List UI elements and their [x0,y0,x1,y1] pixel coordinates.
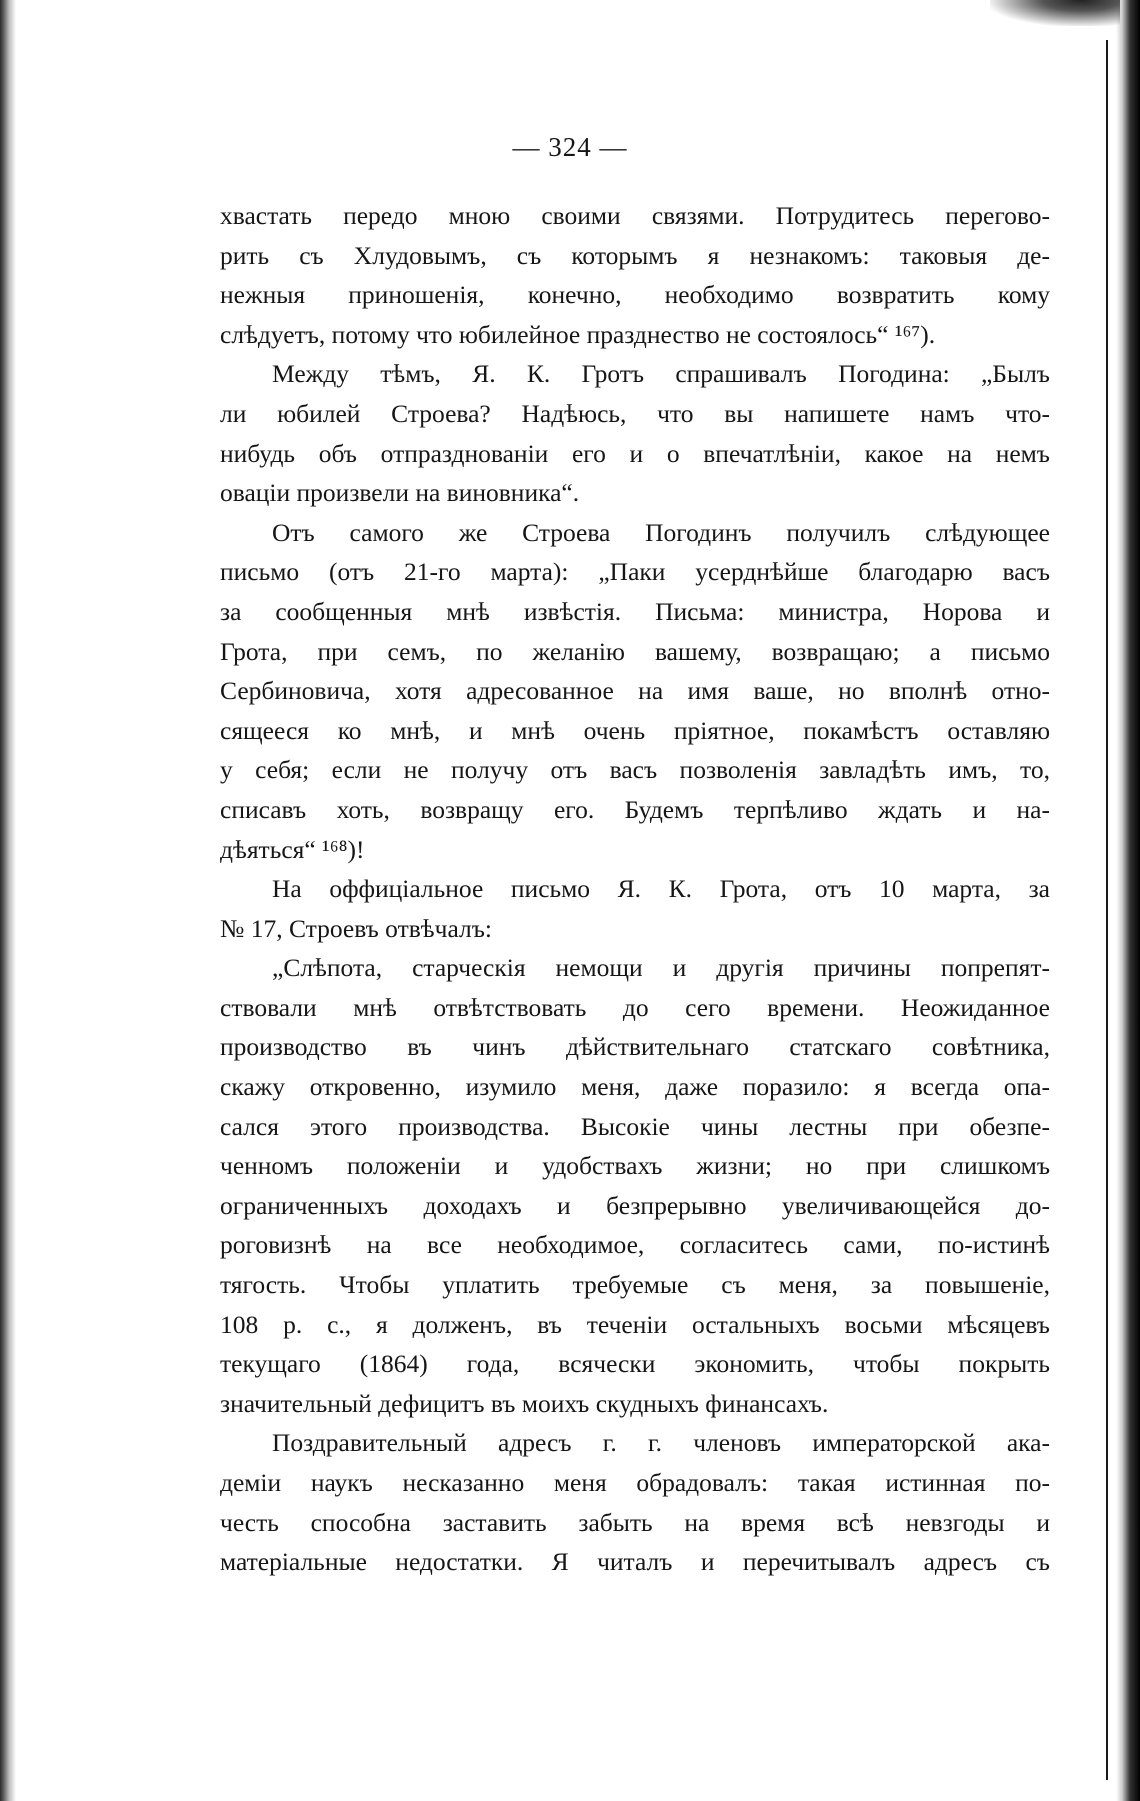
text-line: у себя; если не получу отъ васъ позволенія завладѣть имъ, то, [220,755,1050,785]
text-line: матеріальные недостатки. Я читалъ и перечитывалъ адресъ съ [220,1547,1050,1577]
text-line: Между тѣмъ, Я. К. Гротъ спрашивалъ Погодина: „Былъ [272,359,1050,389]
text-line: „Слѣпота, старческія немощи и другія причины попрепят- [272,953,1050,983]
text-line: дѣяться“ ¹⁶⁸)! [220,834,365,864]
text-line: На оффиціальное письмо Я. К. Грота, отъ 10 марта, за [272,874,1050,904]
text-line: № 17, Строевъ отвѣчалъ: [220,913,492,943]
scan-smudge [990,0,1120,26]
text-line: нибудь объ отпразднованіи его и о впечатлѣніи, какое на немъ [220,438,1050,468]
text-line: нежныя приношенія, конечно, необходимо возвратить кому [220,280,1050,310]
text-line: рить съ Хлудовымъ, съ которымъ я незнакомъ: таковыя де- [220,240,1050,270]
text-line: тягость. Чтобы уплатить требуемые съ меня, за повышеніе, [220,1270,1050,1300]
page-number: — 324 — [512,132,628,162]
margin-rule [1106,40,1108,1780]
text-line: ограниченныхъ доходахъ и безпрерывно увеличивающейся до- [220,1190,1050,1220]
text-line: хвастать передо мною своими связями. Потрудитесь перегово- [220,201,1050,230]
text-line: Грота, при семъ, по желанію вашему, возвращаю; а письмо [220,636,1050,666]
text-line: оваціи произвели на виновника“. [220,478,580,508]
text-line: списавъ хоть, возвращу его. Будемъ терпѣливо ждать и на- [220,794,1050,824]
text-line: Сербиновича, хотя адресованное на имя ваше, но вполнѣ отно- [220,676,1050,706]
text-line: производство въ чинъ дѣйствительнаго статскаго совѣтника, [220,1032,1050,1062]
left-scan-edge [0,0,16,1801]
right-scan-edge [1116,0,1140,1801]
text-line: деміи наукъ несказанно меня обрадовалъ: такая истинная по- [220,1468,1050,1497]
text-line: сался этого производства. Высокіе чины лестны при обезпе- [220,1111,1050,1141]
text-line: Отъ самого же Строева Погодинъ получилъ слѣдующее [272,517,1050,547]
text-line: ченномъ положеніи и удобствахъ жизни; но при слишкомъ [220,1151,1050,1181]
text-line: сящееся ко мнѣ, и мнѣ очень пріятное, покамѣстъ оставляю [220,715,1050,745]
text-line: скажу откровенно, изумило меня, даже поразило: я всегда опа- [220,1072,1050,1102]
text-line: письмо (отъ 21-го марта): „Паки усерднѣйше благодарю васъ [220,557,1050,587]
text-line: ствовали мнѣ отвѣтствовать до сего времени. Неожиданное [220,992,1050,1022]
body-text [220,196,1050,1582]
text-line: 108 р. с., я долженъ, въ теченіи остальныхъ восьми мѣсяцевъ [220,1309,1050,1339]
text-line: значительный дефицитъ въ моихъ скудныхъ финансахъ. [220,1388,829,1418]
text-line: ли юбилей Строева? Надѣюсь, что вы напишете намъ что- [220,398,1050,428]
text-line: слѣдуетъ, потому что юбилейное празднество не состоялось“ ¹⁶⁷). [220,319,936,349]
text-line: за сообщенныя мнѣ извѣстія. Письма: министра, Норова и [220,596,1050,626]
text-line: честь способна заставить забыть на время всѣ невзгоды и [220,1507,1050,1537]
text-line: Поздравительный адресъ г. г. членовъ императорской ака- [272,1428,1050,1458]
text-line: роговизнѣ на все необходимое, согласитесь сами, по-истинѣ [220,1230,1050,1260]
text-line: текущаго (1864) года, всячески экономить, чтобы покрыть [220,1349,1050,1379]
